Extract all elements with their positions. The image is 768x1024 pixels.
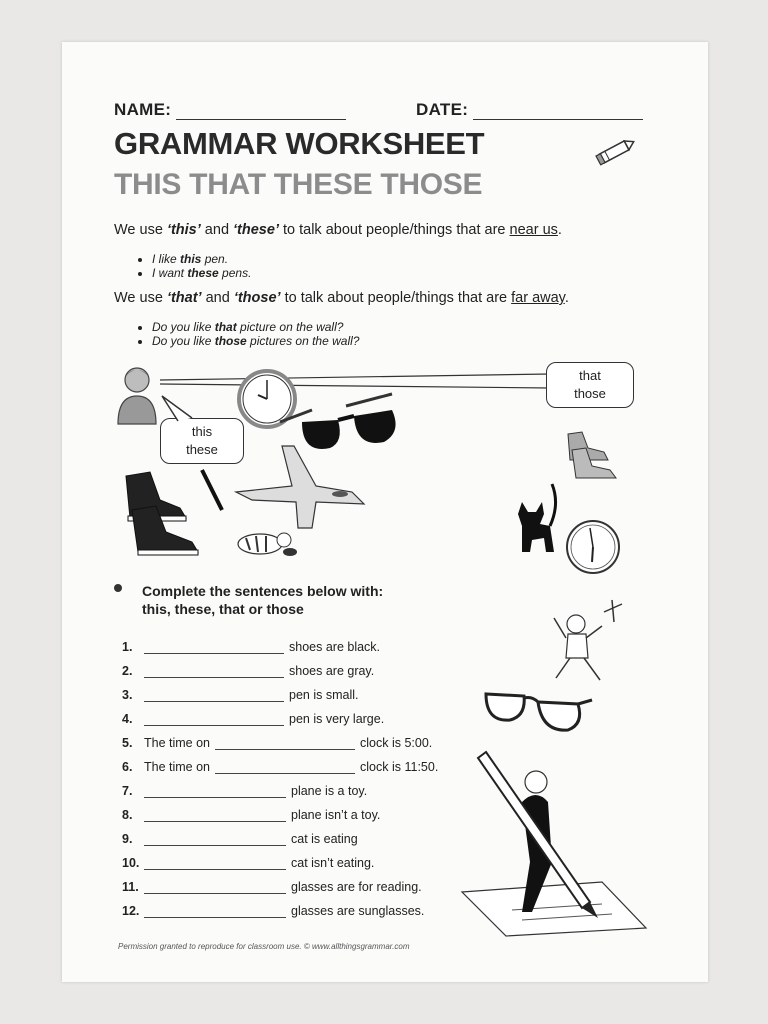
question-prefix: The time on [144,760,211,774]
question-number: 8. [122,808,133,822]
black-sneakers-icon [120,470,204,560]
question-number: 11. [122,880,139,894]
rule-far-mid: and [201,290,234,306]
bubble-far-those: those [574,386,606,401]
question-text: cat is eating [291,832,358,846]
question-number: 12. [122,904,140,918]
task-line-2: this, these, that or those [142,601,304,617]
rule-near-word1: ‘this’ [166,222,201,238]
question-number: 6. [122,760,133,774]
bubble-far-that: that [579,368,601,383]
rule-far-word1: ‘that’ [166,290,202,306]
date-blank[interactable] [473,119,643,120]
fighter-jet-icon [232,442,372,532]
tabby-cat-eating-icon [232,522,298,558]
question-text: clock is 5:00. [360,736,433,750]
boy-with-toy-plane-icon [542,598,634,688]
answer-blank[interactable] [215,759,355,774]
date-label: DATE: [416,100,469,119]
question-text: shoes are gray. [289,664,375,678]
rule-near-end: . [557,222,562,238]
question-row [122,774,438,798]
answer-blank[interactable] [144,903,286,918]
rule-far-pre: We use [114,290,167,306]
answer-blank[interactable] [144,807,286,822]
answer-blank[interactable] [144,831,286,846]
bubble-near-this: this [191,424,213,439]
example-near-2: • I want these pens. [152,266,251,280]
rule-near [114,222,562,238]
name-label: NAME: [114,100,172,119]
answer-blank[interactable] [215,735,355,750]
name-field [114,100,346,120]
task-instruction [142,582,383,618]
question-text: cat isn’t eating. [291,856,375,870]
examples-near [134,252,251,280]
question-row [122,870,438,894]
question-row [122,654,438,678]
question-number: 5. [122,736,133,750]
answer-blank[interactable] [144,855,286,870]
question-row [122,846,438,870]
question-row [122,630,438,654]
question-row [122,894,438,918]
person-icon [114,364,160,426]
question-text: glasses are sunglasses. [291,904,425,918]
rule-near-key: near us [509,222,558,238]
example-near-1: • I like this pen. [152,252,251,266]
answer-blank[interactable] [144,879,286,894]
answer-blank[interactable] [144,663,284,678]
bubble-near-these: these [186,442,218,457]
question-number: 3. [122,688,133,702]
rule-near-mid: and [200,222,234,238]
question-text: pen is very large. [289,712,385,726]
answer-blank[interactable] [144,639,284,654]
reading-glasses-icon [480,686,596,742]
question-number: 1. [122,640,133,654]
black-cat-icon [510,474,562,554]
question-text: clock is 11:50. [360,760,439,774]
rule-near-word2: ‘these’ [233,222,279,238]
question-row [122,678,438,702]
question-number: 7. [122,784,133,798]
woman-with-giant-pen-icon [452,742,652,942]
rule-far-end: . [564,290,569,306]
question-number: 9. [122,832,133,846]
question-text: plane is a toy. [291,784,368,798]
question-text: shoes are black. [289,640,381,654]
answer-blank[interactable] [144,711,284,726]
question-row [122,798,438,822]
small-clock-icon [564,518,622,576]
gray-sneakers-icon [560,430,624,482]
question-row [122,726,438,750]
question-prefix: The time on [144,736,211,750]
pencil-icon [594,136,638,166]
example-far-1: • Do you like that picture on the wall? [152,320,359,334]
answer-blank[interactable] [144,687,284,702]
rule-far [114,290,569,306]
answer-blank[interactable] [144,783,286,798]
question-list [122,630,438,918]
worksheet-subtitle: THIS THAT THESE THOSE [114,168,483,201]
date-field [416,100,643,120]
name-blank[interactable] [176,119,346,120]
task-line-1: Complete the sentences below with: [142,583,384,599]
question-text: plane isn’t a toy. [291,808,381,822]
task-bullet [114,584,122,592]
question-text: pen is small. [289,688,359,702]
rule-near-pre: We use [114,222,167,238]
rule-far-post: to talk about people/things that are [280,290,512,306]
example-far-2: • Do you like those pictures on the wall? [152,334,359,348]
question-row [122,750,438,774]
worksheet-page [62,42,708,982]
speech-bubble-far [546,362,634,408]
examples-far [134,320,359,348]
footer-permission: Permission granted to reproduce for classroom use. © www.allthingsgrammar.com [118,942,410,951]
question-text: glasses are for reading. [291,880,422,894]
question-number: 4. [122,712,133,726]
question-row [122,702,438,726]
question-number: 2. [122,664,133,678]
bubble-near-tail [158,392,198,422]
rule-far-word2: ‘those’ [233,290,281,306]
rule-near-post: to talk about people/things that are [278,222,510,238]
rule-far-key: far away [511,290,565,306]
question-row [122,822,438,846]
question-number: 10. [122,856,140,870]
worksheet-title: GRAMMAR WORKSHEET [114,126,485,161]
